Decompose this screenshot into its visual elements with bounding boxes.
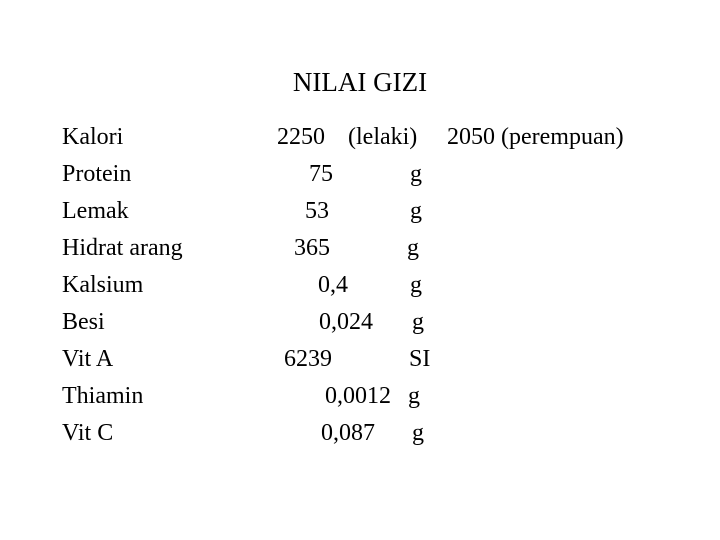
- nutrient-row-protein: [0, 156, 720, 193]
- nutrient-label: Hidrat arang: [62, 235, 183, 261]
- nutrient-unit: g: [412, 309, 424, 335]
- nutrient-label: Kalsium: [62, 272, 144, 298]
- nutrient-unit: g: [408, 383, 420, 409]
- nutrient-unit: (lelaki): [348, 124, 418, 150]
- nutrient-row-kalori: [0, 119, 720, 156]
- nutrient-value: 6239: [284, 346, 332, 372]
- nutrient-value: 0,024: [319, 309, 373, 335]
- nutrient-row-thiamin: [0, 378, 720, 415]
- nutrient-unit: g: [410, 198, 422, 224]
- nutrient-value: 53: [305, 198, 329, 224]
- nutrient-unit: g: [410, 272, 422, 298]
- nutrient-row-kalsium: [0, 267, 720, 304]
- nutrient-label: Vit C: [62, 420, 114, 446]
- title-text: NILAI GIZI: [292, 67, 428, 97]
- nutrient-row-vit-c: [0, 415, 720, 452]
- nutrient-unit: g: [412, 420, 424, 446]
- nutrient-label: Besi: [62, 309, 105, 335]
- slide-title: [0, 64, 720, 100]
- nutrient-extra: 2050 (perempuan): [447, 124, 624, 150]
- nutrient-label: Kalori: [62, 124, 124, 150]
- nutrient-row-hidrat-arang: [0, 230, 720, 267]
- nutrient-unit: SI: [409, 346, 431, 372]
- nutrient-value: 2250: [277, 124, 325, 150]
- nutrient-row-lemak: [0, 193, 720, 230]
- nutrient-value: 75: [309, 161, 333, 187]
- nutrient-label: Thiamin: [62, 383, 144, 409]
- nutrient-value: 0,087: [321, 420, 375, 446]
- nutrient-label: Protein: [62, 161, 132, 187]
- nutrient-unit: g: [407, 235, 419, 261]
- nutrient-row-vit-a: [0, 341, 720, 378]
- nutrient-value: 0,0012: [325, 383, 391, 409]
- nutrient-label: Vit A: [62, 346, 114, 372]
- nutrient-unit: g: [410, 161, 422, 187]
- nutrient-value: 365: [294, 235, 330, 261]
- nutrient-row-besi: [0, 304, 720, 341]
- nutrient-value: 0,4: [318, 272, 348, 298]
- nutrient-label: Lemak: [62, 198, 129, 224]
